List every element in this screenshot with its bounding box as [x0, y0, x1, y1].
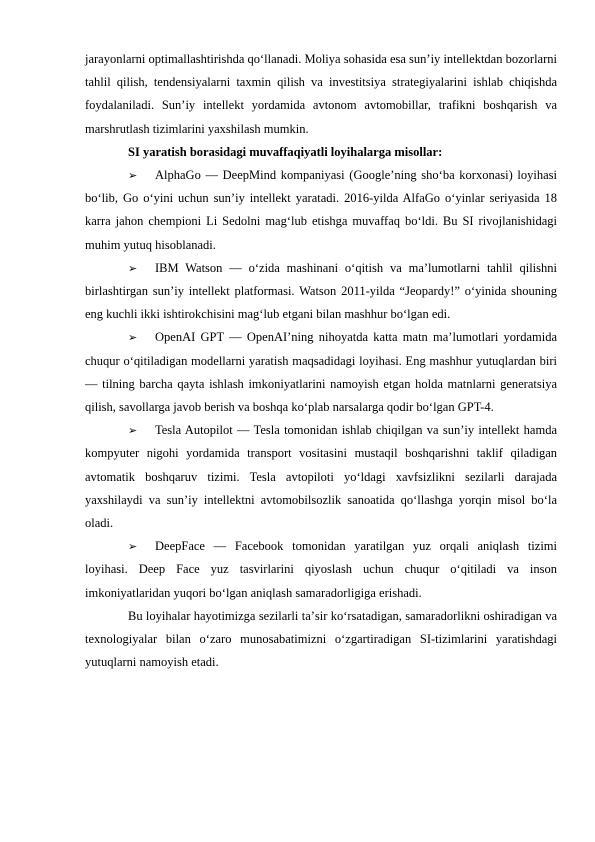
- bullet-item-tesla-autopilot: [85, 419, 557, 535]
- bullet-text: DeepFace — Facebook tomonidan yaratilgan yuz orqali aniqlash tizimi loyihasi. Deep Face yuz tasvirlarini qiyoslash uchun chuqur oʻqitiladi va inson imkoniyatlaridan yuqori boʻlgan aniqlash samaradorligiga erishadi.: [85, 539, 557, 600]
- arrow-bullet-icon: ➢: [128, 540, 138, 554]
- closing-paragraph: Bu loyihalar hayotimizga sezilarli taʼsir koʻrsatadigan, samaradorlikni oshiradigan va texnologiyalar bilan oʻzaro munosabatimizni oʻzgartiradigan SI-tizimlarini yaratishdagi yutuqlarni namoyish etadi.: [85, 608, 557, 670]
- arrow-bullet-icon: ➢: [128, 424, 138, 438]
- bullet-text: OpenAI GPT — OpenAIʼning nihoyatda katta matn maʼlumotlari yordamida chuqur oʻqitiladigan modellarni yaratish maqsadidagi loyihasi. Eng mashhur yutuqlardan biri — tilning barcha qayta ishlash imkoniyatlarini namoyish etgan holda matnlarni generatsiya qilish, savollarga javob berish va boshqa koʻplab narsalarga qodir boʻlgan GPT-4.: [85, 330, 557, 415]
- arrow-bullet-icon: ➢: [128, 331, 138, 345]
- bullet-text: AlphaGo — DeepMind kompaniyasi (Googleʼning shoʻba korxonasi) loyihasi boʻlib, Go oʻyini uchun sunʼiy intellekt yaratadi. 2016-yilda AlfaGo oʻyinlar seriyasida 18 karra jahon chempioni Li Sedolni magʻlub etishga muvaffaq boʻldi. Bu SI rivojlanishidagi muhim yutuq hisoblanadi.: [85, 168, 557, 252]
- arrow-bullet-icon: ➢: [128, 169, 138, 183]
- document-page: [85, 48, 557, 674]
- bullet-item-openai-gpt: [85, 326, 557, 419]
- bullet-item-alphago: [85, 164, 557, 257]
- section-heading: SI yaratish borasidagi muvaffaqiyatli loyihalarga misollar:: [128, 144, 443, 159]
- bullet-item-ibm-watson: [85, 257, 557, 327]
- bullet-item-deepface: [85, 535, 557, 605]
- arrow-bullet-icon: ➢: [128, 261, 138, 275]
- bullet-text: Tesla Autopilot — Tesla tomonidan ishlab chiqilgan va sunʼiy intellekt hamda kompyuter nigohi yordamida transport vositasini mustaqil boshqarishni taklif qiladigan avtomatik boshqaruv tizimi. Tesla avtopiloti yoʻldagi xavfsizlikni sezilarli darajada yaxshilaydi va sunʼiy intellektni avtomobilsozlik sanoatida qoʻllashga yorqin misol boʻla oladi.: [85, 423, 557, 531]
- intro-paragraph: jarayonlarni optimallashtirishda qoʻllanadi. Moliya sohasida esa sunʼiy intellektdan bozorlarni tahlil qilish, tendensiyalarni taxmin qilish va investitsiya strategiyalarini ishlab chiqishda foydalaniladi. Sunʼiy intellekt yordamida avtonom avtomobillar, trafikni boshqarish va marshrutlash tizimlarini yaxshilash mumkin.: [85, 52, 557, 136]
- bullet-text: IBM Watson — oʻzida mashinani oʻqitish va maʼlumotlarni tahlil qilishni birlashtirgan sunʼiy intellekt platformasi. Watson 2011-yilda “Jeopardy!” oʻyinida shouning eng kuchli ikki ishtirokchisini magʻlub etgani bilan mashhur boʻlgan edi.: [85, 260, 557, 322]
